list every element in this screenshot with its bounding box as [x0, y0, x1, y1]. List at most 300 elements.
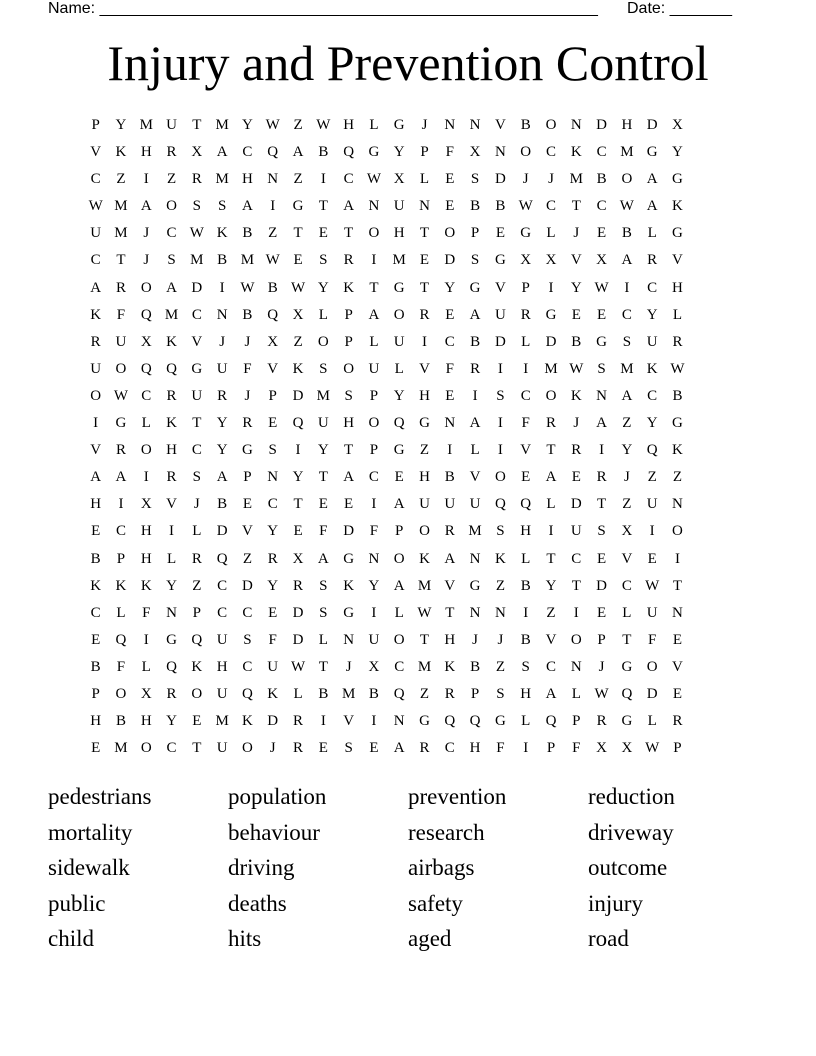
grid-row	[83, 464, 690, 491]
grid-letter: Y	[216, 415, 228, 432]
grid-letter: G	[343, 550, 355, 567]
grid-letter: K	[115, 577, 127, 594]
grid-letter: L	[672, 306, 683, 323]
grid-letter: I	[143, 171, 149, 188]
grid-letter: X	[621, 740, 633, 757]
grid-letter: Q	[444, 713, 456, 730]
grid-letter: M	[569, 171, 583, 188]
grid-letter: G	[672, 225, 683, 242]
grid-letter: D	[292, 604, 304, 621]
grid-letter: A	[469, 306, 481, 323]
grid-row	[83, 573, 690, 600]
grid-letter: B	[470, 658, 481, 675]
grid-letter: B	[470, 198, 481, 215]
word-list-item: hits	[228, 926, 262, 952]
grid-letter: E	[445, 306, 455, 323]
grid-letter: Z	[268, 225, 278, 242]
grid-letter: P	[546, 740, 556, 757]
grid-letter: I	[422, 333, 427, 350]
grid-letter: V	[419, 360, 430, 377]
grid-letter: J	[573, 415, 580, 432]
grid-letter: C	[90, 171, 101, 188]
grid-letter: T	[116, 252, 126, 269]
grid-letter: G	[672, 171, 683, 188]
grid-letter: I	[548, 279, 554, 296]
grid-letter: V	[90, 144, 102, 161]
grid-letter: S	[167, 252, 176, 269]
grid-letter: T	[445, 604, 455, 621]
grid-letter: A	[166, 279, 177, 296]
grid-letter: K	[115, 144, 127, 161]
grid-letter: C	[217, 604, 228, 621]
grid-letter: P	[673, 740, 682, 757]
grid-letter: T	[622, 631, 632, 648]
page-title: Injury and Prevention Control	[107, 35, 709, 91]
grid-letter: S	[597, 360, 606, 377]
grid-letter: J	[143, 225, 150, 242]
grid-letter: B	[90, 550, 101, 567]
grid-letter: O	[393, 306, 405, 323]
grid-letter: L	[394, 360, 404, 377]
grid-letter: I	[599, 442, 605, 459]
grid-letter: R	[90, 333, 101, 350]
grid-letter: X	[292, 306, 304, 323]
grid-letter: A	[393, 496, 405, 513]
grid-letter: Z	[419, 685, 430, 702]
grid-letter: W	[189, 225, 204, 242]
grid-letter: G	[621, 713, 633, 730]
grid-letter: C	[267, 496, 278, 513]
grid-letter: M	[114, 740, 128, 757]
grid-letter: P	[395, 523, 404, 540]
grid-letter: W	[265, 252, 280, 269]
grid-letter: C	[343, 171, 354, 188]
grid-letter: G	[520, 225, 532, 242]
grid-letter: W	[670, 360, 685, 377]
grid-letter: R	[293, 713, 304, 730]
grid-letter: X	[596, 252, 607, 269]
grid-letter: O	[115, 360, 127, 377]
word-list-item: behaviour	[228, 819, 320, 845]
grid-letter: O	[140, 740, 152, 757]
grid-letter: B	[318, 685, 329, 702]
grid-letter: D	[494, 171, 506, 188]
grid-letter: I	[371, 496, 377, 513]
grid-letter: C	[242, 144, 253, 161]
grid-letter: B	[571, 333, 582, 350]
word-list-item: driveway	[588, 819, 674, 845]
grid-letter: V	[166, 496, 177, 513]
grid-letter: K	[570, 387, 582, 404]
grid-letter: Y	[317, 442, 329, 459]
grid-letter: P	[521, 279, 530, 296]
grid-letter: A	[646, 198, 658, 215]
grid-letter: B	[520, 577, 531, 594]
grid-letter: H	[90, 496, 102, 513]
grid-letter: H	[520, 523, 532, 540]
grid-letter: T	[597, 496, 607, 513]
grid-row	[83, 627, 690, 654]
grid-letter: I	[624, 279, 630, 296]
grid-letter: N	[469, 604, 481, 621]
grid-letter: Y	[317, 279, 329, 296]
grid-row	[83, 600, 690, 627]
grid-letter: I	[497, 415, 503, 432]
grid-letter: Q	[292, 415, 304, 432]
grid-letter: G	[393, 279, 405, 296]
grid-letter: D	[646, 117, 658, 133]
grid-letter: W	[290, 658, 306, 675]
grid-letter: E	[495, 225, 505, 242]
grid-letter: L	[521, 713, 531, 730]
grid-letter: N	[419, 198, 430, 215]
grid-letter: A	[368, 306, 380, 323]
grid-letter: D	[570, 496, 582, 513]
grid-letter: O	[191, 685, 203, 702]
grid-letter: D	[292, 631, 304, 648]
grid-letter: S	[319, 252, 328, 269]
grid-letter: N	[368, 550, 380, 567]
grid-letter: L	[369, 333, 379, 350]
grid-letter: L	[116, 604, 126, 621]
grid-letter: Z	[166, 171, 177, 188]
grid-letter: M	[190, 252, 204, 269]
grid-letter: L	[647, 225, 657, 242]
grid-letter: L	[166, 550, 177, 567]
grid-letter: H	[166, 442, 177, 459]
grid-letter: E	[91, 523, 101, 540]
grid-letter: I	[270, 198, 276, 215]
grid-letter: Y	[672, 144, 683, 161]
grid-letter: G	[393, 442, 405, 459]
grid-letter: W	[417, 604, 432, 621]
word-list-item: injury	[588, 890, 643, 916]
grid-letter: X	[140, 685, 152, 702]
grid-letter: G	[494, 713, 506, 730]
grid-letter: U	[444, 496, 456, 513]
grid-letter: Y	[646, 415, 658, 432]
grid-letter: V	[343, 713, 355, 730]
grid-letter: K	[292, 360, 304, 377]
grid-letter: Q	[166, 658, 177, 675]
grid-letter: L	[622, 604, 632, 621]
grid-letter: S	[622, 333, 632, 350]
grid-letter: A	[90, 279, 102, 296]
grid-letter: T	[419, 279, 430, 296]
grid-row	[83, 437, 690, 464]
grid-letter: O	[140, 442, 152, 459]
grid-letter: X	[596, 740, 607, 757]
grid-letter: Q	[115, 631, 127, 648]
grid-letter: E	[293, 523, 303, 540]
grid-letter: D	[545, 333, 557, 350]
grid-letter: N	[216, 306, 228, 323]
grid-letter: M	[392, 252, 406, 269]
grid-letter: M	[620, 360, 634, 377]
grid-letter: O	[140, 279, 152, 296]
grid-letter: P	[369, 442, 379, 459]
grid-letter: M	[240, 252, 255, 269]
grid-letter: M	[341, 685, 356, 702]
grid-letter: S	[243, 631, 252, 648]
grid-row	[83, 735, 690, 762]
grid-letter: J	[573, 225, 580, 242]
grid-letter: G	[545, 306, 557, 323]
grid-letter: J	[193, 496, 200, 513]
grid-letter: P	[470, 685, 480, 702]
grid-letter: O	[368, 415, 380, 432]
grid-letter: U	[646, 333, 658, 350]
grid-letter: U	[393, 333, 405, 350]
grid-letter: B	[621, 225, 632, 242]
grid-letter: W	[569, 360, 584, 377]
grid-row	[83, 410, 690, 437]
word-list	[48, 779, 768, 957]
grid-letter: C	[444, 740, 455, 757]
grid-letter: F	[572, 740, 581, 757]
grid-letter: J	[143, 252, 150, 269]
grid-letter: X	[140, 333, 152, 350]
grid-letter: V	[672, 658, 683, 675]
grid-letter: R	[343, 252, 354, 269]
grid-letter: A	[444, 550, 456, 567]
grid-letter: W	[88, 198, 103, 215]
grid-letter: X	[368, 658, 380, 675]
grid-letter: H	[672, 279, 683, 296]
grid-letter: H	[140, 550, 152, 567]
grid-letter: P	[243, 469, 252, 486]
grid-letter: S	[217, 198, 227, 215]
grid-letter: N	[368, 198, 380, 215]
grid-letter: H	[444, 631, 456, 648]
grid-letter: I	[674, 550, 680, 567]
grid-row	[83, 681, 690, 708]
grid-letter: X	[140, 496, 152, 513]
grid-row	[83, 329, 690, 356]
grid-letter: D	[646, 685, 658, 702]
grid-letter: S	[319, 360, 328, 377]
grid-letter: B	[115, 713, 126, 730]
grid-letter: I	[143, 469, 149, 486]
grid-letter: G	[343, 604, 355, 621]
grid-letter: G	[368, 144, 380, 161]
grid-row	[83, 166, 690, 193]
grid-letter: R	[191, 171, 202, 188]
word-list-item: outcome	[588, 855, 668, 881]
grid-letter: C	[90, 604, 101, 621]
grid-letter: E	[419, 252, 430, 269]
grid-letter: E	[445, 171, 455, 188]
grid-letter: U	[90, 360, 102, 377]
grid-letter: T	[571, 577, 581, 594]
grid-letter: I	[219, 279, 225, 296]
grid-letter: R	[672, 333, 683, 350]
grid-letter: D	[292, 387, 304, 404]
grid-letter: K	[242, 713, 253, 730]
grid-letter: J	[497, 631, 504, 648]
grid-letter: I	[295, 442, 301, 459]
grid-letter: L	[419, 171, 430, 188]
grid-letter: R	[647, 252, 658, 269]
grid-letter: I	[649, 523, 655, 540]
grid-letter: E	[293, 252, 303, 269]
grid-letter: C	[242, 604, 253, 621]
grid-letter: B	[444, 469, 455, 486]
grid-letter: X	[545, 252, 557, 269]
grid-letter: H	[419, 387, 430, 404]
grid-letter: T	[318, 469, 328, 486]
grid-letter: M	[468, 523, 482, 540]
grid-letter: R	[444, 685, 455, 702]
grid-letter: V	[520, 442, 532, 459]
grid-letter: I	[371, 713, 377, 730]
grid-letter: F	[319, 523, 328, 540]
grid-letter: R	[166, 469, 177, 486]
grid-letter: G	[292, 198, 304, 215]
grid-letter: Q	[469, 713, 481, 730]
grid-letter: U	[267, 658, 279, 675]
grid-letter: R	[672, 713, 683, 730]
grid-letter: X	[191, 144, 203, 161]
grid-letter: E	[318, 496, 328, 513]
grid-letter: W	[518, 198, 533, 215]
grid-letter: L	[141, 658, 151, 675]
word-list-item: deaths	[228, 890, 287, 916]
grid-letter: P	[572, 713, 581, 730]
grid-letter: Y	[570, 279, 582, 296]
grid-letter: A	[621, 252, 633, 269]
grid-letter: Y	[216, 442, 228, 459]
grid-letter: K	[646, 360, 658, 377]
grid-letter: O	[90, 387, 102, 404]
grid-letter: O	[444, 225, 456, 242]
grid-letter: A	[646, 171, 658, 188]
grid-letter: G	[242, 442, 253, 459]
grid-letter: W	[113, 387, 129, 404]
grid-letter: Q	[621, 685, 633, 702]
grid-row	[83, 220, 690, 247]
grid-letter: L	[546, 496, 556, 513]
grid-letter: Y	[393, 144, 405, 161]
grid-letter: D	[343, 523, 355, 540]
grid-letter: M	[114, 198, 128, 215]
grid-letter: Z	[647, 469, 657, 486]
grid-letter: C	[545, 198, 556, 215]
grid-letter: O	[570, 631, 582, 648]
grid-row	[83, 546, 690, 573]
grid-letter: W	[240, 279, 255, 296]
date-field: Date: _______	[627, 0, 732, 17]
grid-letter: A	[596, 415, 607, 432]
grid-letter: J	[598, 658, 605, 675]
grid-letter: V	[570, 252, 582, 269]
grid-letter: T	[369, 279, 379, 296]
grid-letter: N	[393, 713, 405, 730]
grid-letter: N	[267, 171, 279, 188]
grid-letter: H	[140, 144, 152, 161]
grid-letter: Z	[495, 658, 505, 675]
grid-letter: U	[90, 225, 102, 242]
grid-letter: X	[469, 144, 481, 161]
grid-letter: C	[191, 306, 202, 323]
grid-letter: J	[345, 658, 352, 675]
grid-letter: Z	[672, 469, 683, 486]
grid-letter: R	[545, 415, 556, 432]
grid-letter: V	[90, 442, 102, 459]
grid-letter: R	[166, 387, 177, 404]
grid-letter: O	[672, 523, 683, 540]
grid-letter: N	[166, 604, 177, 621]
grid-letter: U	[646, 496, 658, 513]
grid-letter: K	[672, 442, 683, 459]
grid-letter: H	[343, 117, 355, 133]
grid-letter: Q	[216, 550, 228, 567]
grid-letter: P	[344, 306, 353, 323]
grid-letter: S	[268, 442, 277, 459]
grid-letter: Q	[267, 144, 279, 161]
grid-letter: A	[343, 469, 355, 486]
grid-letter: L	[394, 604, 404, 621]
grid-letter: B	[217, 252, 228, 269]
grid-letter: R	[444, 523, 455, 540]
grid-row	[83, 654, 690, 681]
grid-letter: Q	[343, 144, 355, 161]
grid-letter: A	[545, 469, 557, 486]
grid-letter: I	[523, 360, 529, 377]
grid-letter: O	[317, 333, 329, 350]
grid-letter: T	[571, 198, 581, 215]
grid-letter: J	[219, 333, 226, 350]
grid-letter: Y	[646, 306, 658, 323]
grid-letter: B	[520, 631, 531, 648]
grid-letter: A	[115, 469, 127, 486]
grid-letter: K	[343, 279, 355, 296]
word-list-item: road	[588, 926, 629, 952]
grid-letter: Z	[293, 117, 303, 133]
grid-letter: A	[393, 740, 405, 757]
grid-letter: R	[115, 279, 126, 296]
grid-letter: A	[545, 685, 557, 702]
grid-letter: F	[445, 360, 454, 377]
grid-letter: O	[115, 685, 127, 702]
grid-letter: C	[571, 550, 582, 567]
grid-letter: P	[268, 387, 277, 404]
grid-letter: E	[91, 740, 101, 757]
grid-letter: P	[597, 631, 606, 648]
grid-letter: E	[597, 550, 607, 567]
grid-letter: H	[140, 713, 152, 730]
grid-letter: F	[648, 631, 657, 648]
grid-letter: K	[672, 198, 683, 215]
grid-letter: D	[494, 333, 506, 350]
grid-letter: K	[166, 333, 177, 350]
grid-letter: F	[445, 144, 454, 161]
grid-letter: T	[344, 225, 354, 242]
grid-letter: X	[267, 333, 279, 350]
grid-letter: T	[419, 631, 430, 648]
word-list-item: prevention	[408, 784, 507, 809]
grid-letter: G	[419, 415, 430, 432]
grid-letter: T	[293, 496, 303, 513]
grid-letter: V	[191, 333, 203, 350]
grid-letter: P	[369, 387, 379, 404]
grid-letter: K	[444, 658, 456, 675]
word-list-item: population	[228, 784, 327, 809]
grid-letter: X	[672, 117, 683, 133]
grid-letter: Q	[520, 496, 532, 513]
grid-letter: L	[521, 333, 531, 350]
grid-letter: A	[621, 387, 633, 404]
